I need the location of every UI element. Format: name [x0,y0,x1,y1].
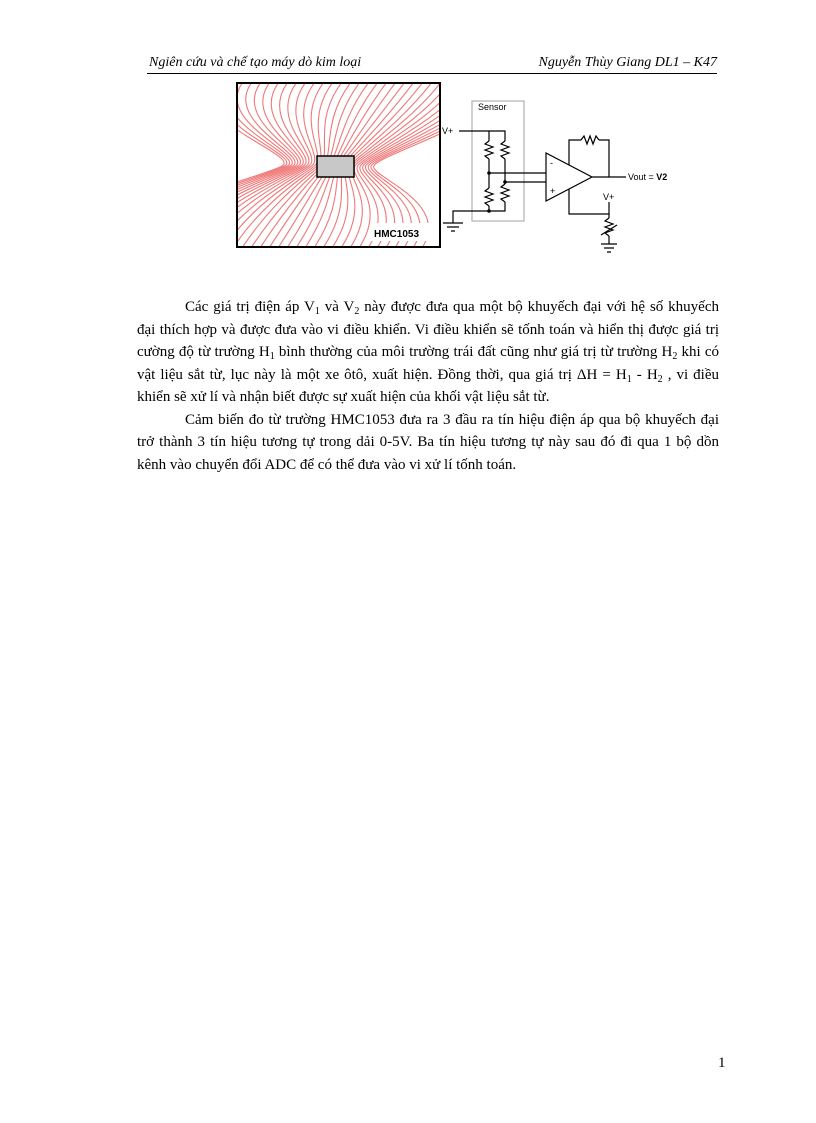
ground-symbol-1 [443,223,463,231]
page-number: 1 [718,1055,726,1071]
paragraph-1: Các giá trị điện áp $V_1$ và $V_2$ này được đưa qua một bộ khuyếch đại với hệ số khuyếch đại thích hợp và được đưa vào vi điều khiển. Vi điều khiển sẽ tốnh toán và hiển thị được giá trị cường độ từ trường $H_1$ bình thường của môi trường trái đất cũng như giá trị từ trường $H_2$ khi có vật liệu sắt từ, lục này là một xe ôtô, xuất hiện. Đồng thời, qua giá trị $\Delta H = H_1 - H_2$ , vi điều khiển sẽ xử lí và nhận biết được sự xuất hiện của khối vật liệu sắt từ. [137,299,720,405]
chip-label: HMC1053 [374,229,420,240]
page-header [147,53,717,74]
sensor-box [472,101,524,221]
header-title: Ngiên cứu và chế tạo máy dò kim loại [149,55,362,70]
minus-sign: - [550,158,553,168]
resistor-r3 [485,188,493,206]
resistor-r4 [501,184,509,202]
vout-label: Vout = V2 [628,172,668,182]
trim-resistor [605,218,613,236]
resistor-r1 [485,141,493,159]
vplus-label-2: V+ [603,192,615,202]
paragraph-2: Cảm biến đo từ trường HMC1053 đưa ra 3 đầu ra tín hiệu điện áp qua bộ khuyếch đại trở thành 3 tín hiệu tương tự trong dải 0-5V. Ba tín hiệu tương tự này sau đó đi qua 1 bộ dồn kênh vào chuyển đổi ADC để có thể đưa vào vi xử lí tốnh toán. [137,411,719,473]
body-text [137,296,719,476]
chip-rect [317,156,354,177]
vplus-label: V+ [442,126,454,136]
circuit-diagram [441,98,686,258]
sensor-figure [236,82,686,262]
magnetic-field-diagram [236,82,441,248]
feedback-resistor [581,136,599,144]
sensor-label: Sensor [478,102,507,112]
header-author: Nguyễn Thùy Giang DL1 – K47 [538,55,717,70]
resistor-r2 [501,141,509,159]
plus-sign: + [550,186,556,196]
ground-symbol-2 [601,244,617,252]
